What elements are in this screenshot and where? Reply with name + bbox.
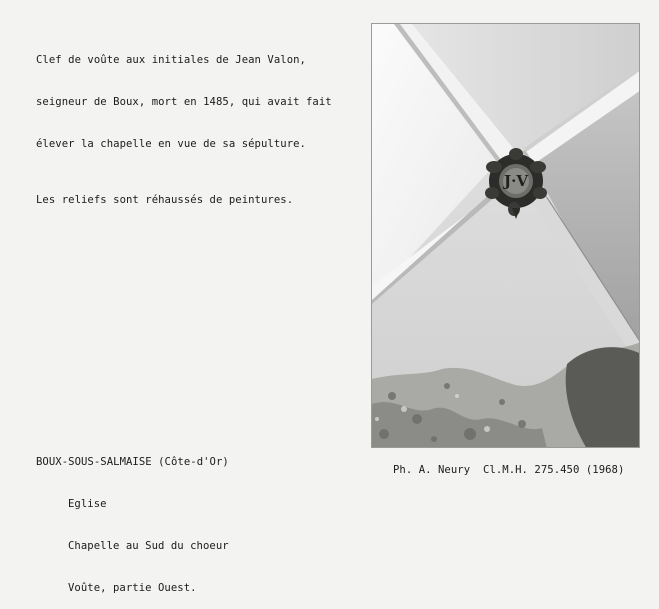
description-line: seigneur de Boux, mort en 1485, qui avait fait — [36, 96, 332, 108]
location-block — [36, 427, 229, 609]
description-line: élever la chapelle en vue de sa sépulture. — [36, 138, 306, 150]
description-line: Clef de voûte aux initiales de Jean Valon, — [36, 54, 306, 66]
vault-keystone-photo — [371, 23, 640, 448]
detail-name: Voûte, partie Ouest. — [68, 582, 197, 594]
svg-text:J·V: J·V — [504, 172, 528, 190]
paint-note: Les reliefs sont réhaussés de peintures. — [36, 194, 294, 206]
photo-credit: Ph. A. Neury Cl.M.H. 275.450 (1968) — [393, 464, 625, 476]
area-name: Chapelle au Sud du choeur — [68, 540, 229, 552]
building-name: Eglise — [68, 498, 107, 510]
description-block — [36, 25, 332, 221]
place-name: BOUX-SOUS-SALMAISE (Côte-d'Or) — [36, 456, 229, 468]
